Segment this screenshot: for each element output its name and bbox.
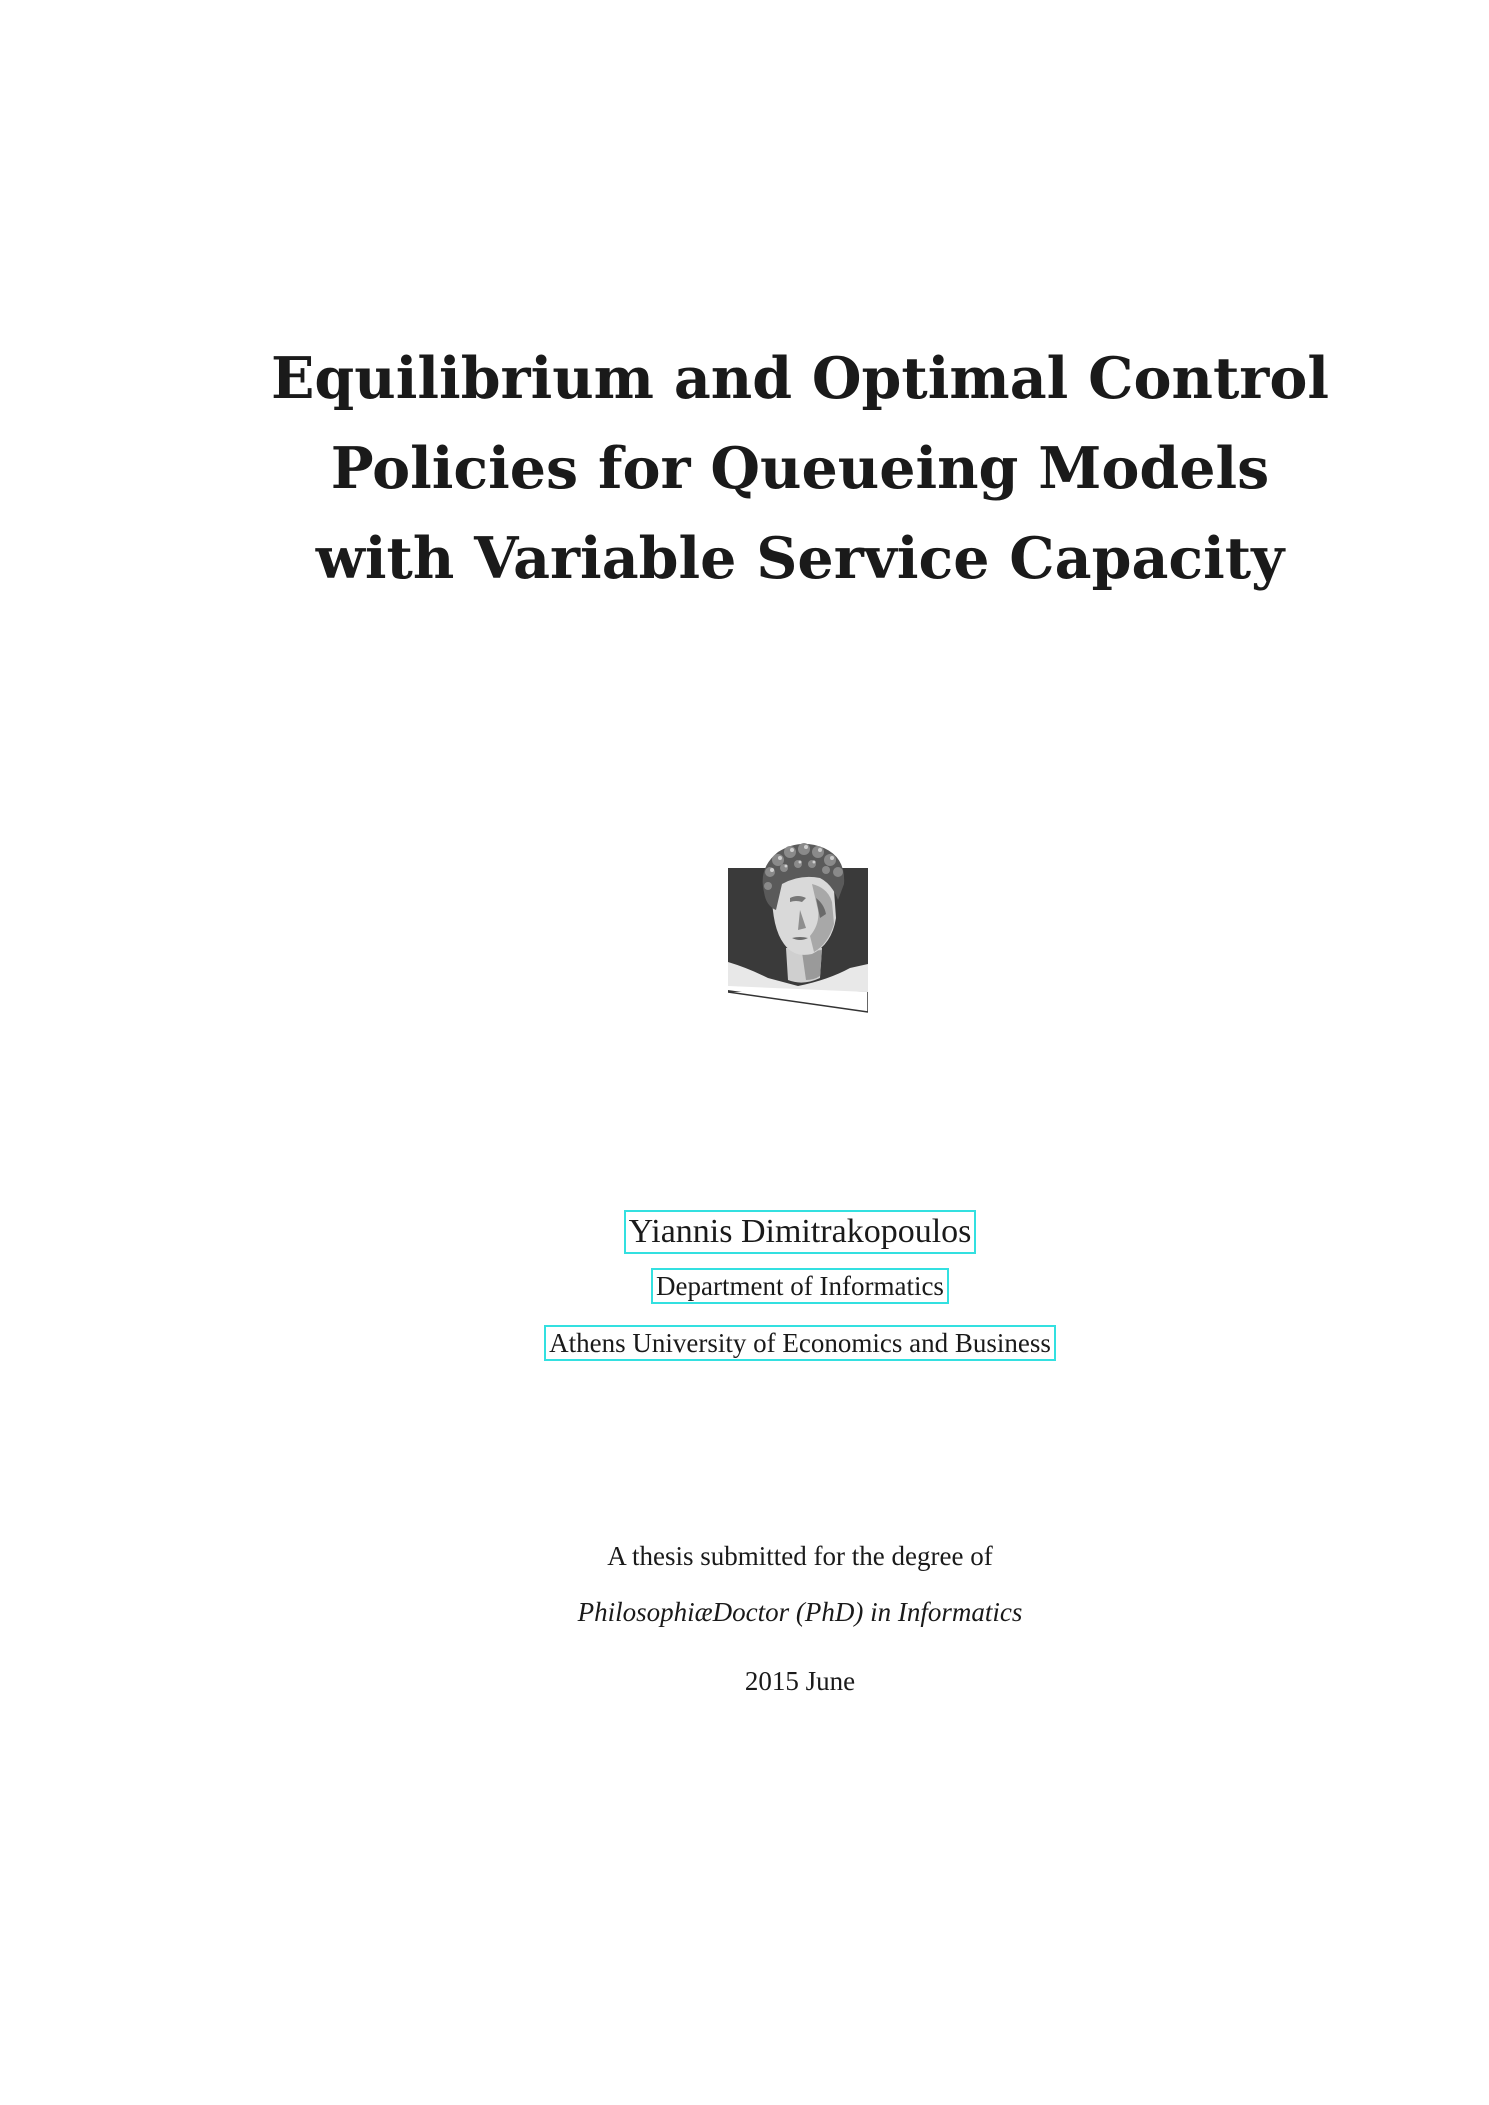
title-line-2: Policies for Queueing Models <box>330 435 1270 502</box>
title-line-1: Equilibrium and Optimal Control <box>270 345 1329 412</box>
department-link[interactable]: Department of Informatics <box>651 1268 949 1304</box>
university-link[interactable]: Athens University of Economics and Business <box>544 1325 1056 1361</box>
author-info <box>0 1210 1489 1361</box>
thesis-info <box>0 1540 1489 1697</box>
degree-name: PhilosophiæDoctor (PhD) in Informatics <box>577 1597 1023 1627</box>
thesis-statement: A thesis submitted for the degree of <box>607 1541 993 1571</box>
submission-date: 2015 June <box>744 1666 856 1696</box>
title-line-3: with Variable Service Capacity <box>315 525 1285 592</box>
university-emblem-icon <box>728 840 868 1022</box>
author-name-link[interactable]: Yiannis Dimitrakopoulos <box>624 1210 977 1254</box>
thesis-title <box>0 334 1489 604</box>
